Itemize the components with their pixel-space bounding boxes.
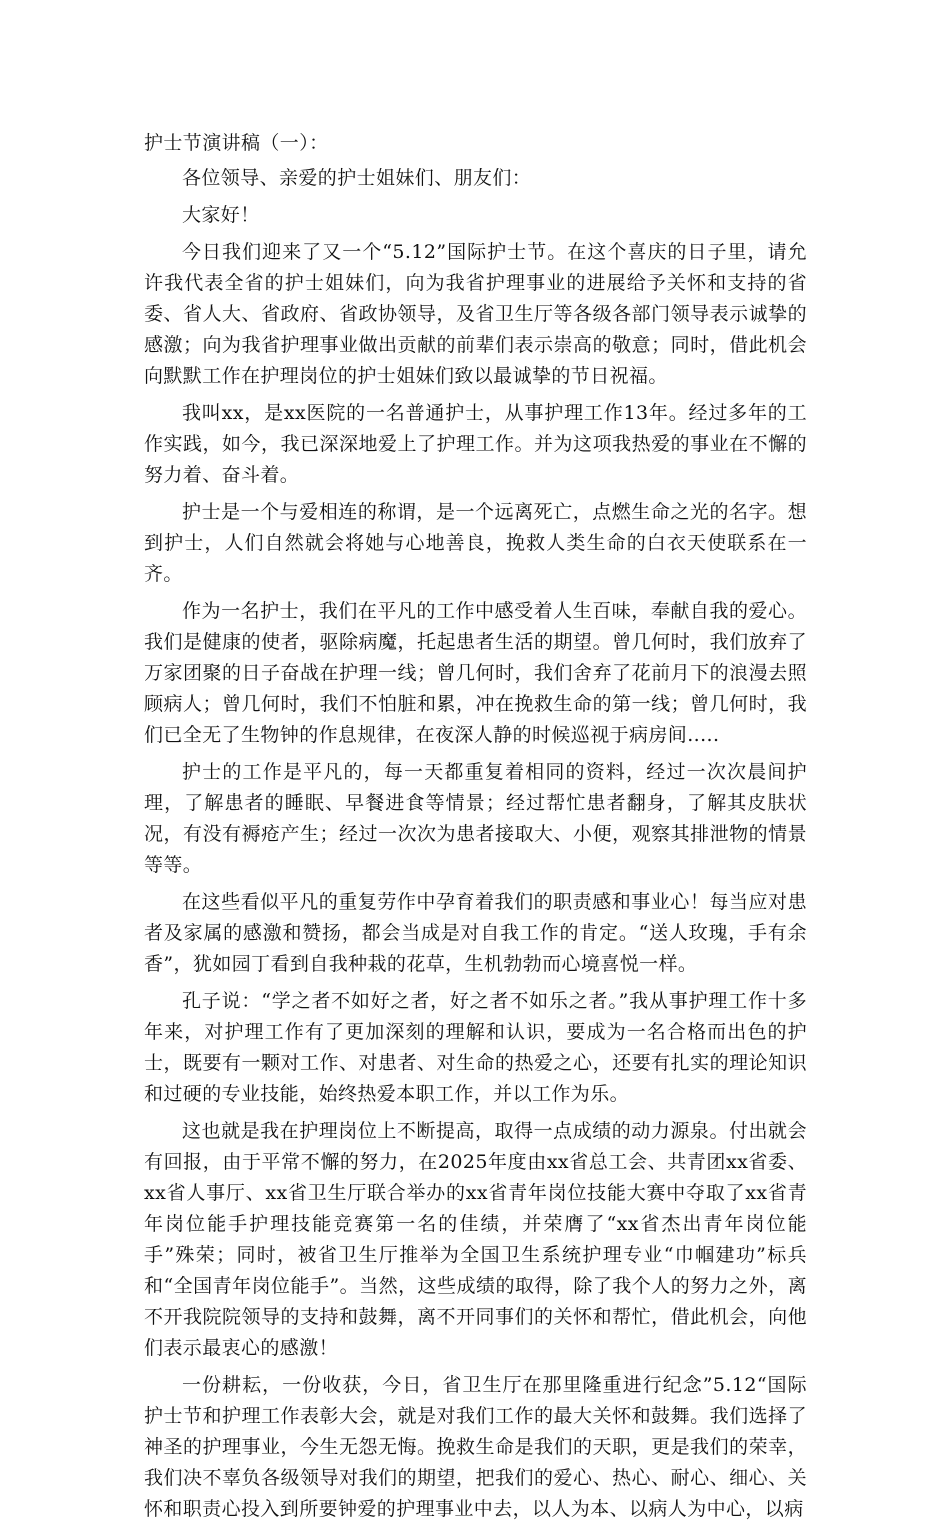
paragraph-responsibility: 在这些看似平凡的重复劳作中孕育着我们的职责感和事业心！每当应对患者及家属的感激和赞扬，都会当成是对自我工作的肯定。“送人玫瑰，手有余香”，犹如园丁看到自我种栽的花草，生机勃勃而心境喜悦一样。 — [144, 891, 807, 975]
paragraph-intro: 今日我们迎来了又一个“5.12”国际护士节。在这个喜庆的日子里，请允许我代表全省的护士姐妹们，向为我省护理事业的进展给予关怀和支持的省委、省人大、省政府、省政协领导，及省卫生厅等各级各部门领导表示诚挚的感激；向为我省护理事业做出贡献的前辈们表示崇高的敬意；同时，借此机会向默默工作在护理岗位的护士姐妹们致以最诚挚的节日祝福。 — [144, 241, 807, 387]
paragraph-ordinary-work: 作为一名护士，我们在平凡的工作中感受着人生百味，奉献自我的爱心。我们是健康的使者，驱除病魔，托起患者生活的期望。曾几何时，我们放弃了万家团聚的日子奋战在护理一线；曾几何时，我们舍弃了花前月下的浪漫去照顾病人；曾几何时，我们不怕脏和累，冲在挽救生命的第一线；曾几何时，我们已全无了生物钟的作息规律，在夜深人静的时候巡视于病房间..... — [144, 600, 807, 746]
paragraph-daily-routine: 护士的工作是平凡的，每一天都重复着相同的资料，经过一次次晨间护理，了解患者的睡眠、早餐进食等情景；经过帮忙患者翻身，了解其皮肤状况，有没有褥疮产生；经过一次次为患者接取大、小便，观察其排泄物的情景等等。 — [144, 761, 807, 876]
paragraph-nurse-definition: 护士是一个与爱相连的称谓，是一个远离死亡，点燃生命之光的名字。想到护士，人们自然就会将她与心地善良，挽救人类生命的白衣天使联系在一齐。 — [144, 501, 807, 585]
document-page — [144, 128, 807, 1525]
salutation: 各位领导、亲爱的护士姐妹们、朋友们： — [182, 167, 532, 189]
paragraph-self-introduction: 我叫xx，是xx医院的一名普通护士，从事护理工作13年。经过多年的工作实践，如今，我已深深地爱上了护理工作。并为这项我热爱的事业在不懈的努力着、奋斗着。 — [144, 402, 807, 486]
paragraph-achievements: 这也就是我在护理岗位上不断提高，取得一点成绩的动力源泉。付出就会有回报，由于平常不懈的努力，在2025年度由xx省总工会、共青团xx省委、xx省人事厅、xx省卫生厅联合举办的xx省青年岗位技能大赛中夺取了xx省青年岗位能手护理技能竞赛第一名的佳绩，并荣膺了“xx省杰出青年岗位能手”殊荣；同时，被省卫生厅推举为全国卫生系统护理专业“巾帼建功”标兵和“全国青年岗位能手”。当然，这些成绩的取得，除了我个人的努力之外，离不开我院院领导的支持和鼓舞，离不开同事们的关怀和帮忙，借此机会，向他们表示最衷心的感激！ — [144, 1120, 807, 1359]
greeting: 大家好！ — [182, 204, 260, 226]
document-title: 护士节演讲稿（一）： — [144, 132, 329, 154]
paragraph-commitment: 一份耕耘，一份收获，今日，省卫生厅在那里隆重进行纪念”5.12“国际护士节和护理工作表彰大会，就是对我们工作的最大关怀和鼓舞。我们选择了神圣的护理事业，今生无怨无悔。挽救生命是我们的天职，更是我们的荣幸，我们决不辜负各级领导对我们的期望，把我们的爱心、热心、耐心、细心、关怀和职责心投入到所要钟爱的护理事业中去，以人为本、以病人为中心，以病 — [144, 1374, 807, 1520]
paragraph-confucius-quote: 孔子说：“学之者不如好之者，好之者不如乐之者。”我从事护理工作十多年来，对护理工作有了更加深刻的理解和认识，要成为一名合格而出色的护士，既要有一颗对工作、对患者、对生命的热爱之心，还要有扎实的理论知识和过硬的专业技能，始终热爱本职工作，并以工作为乐。 — [144, 990, 807, 1105]
